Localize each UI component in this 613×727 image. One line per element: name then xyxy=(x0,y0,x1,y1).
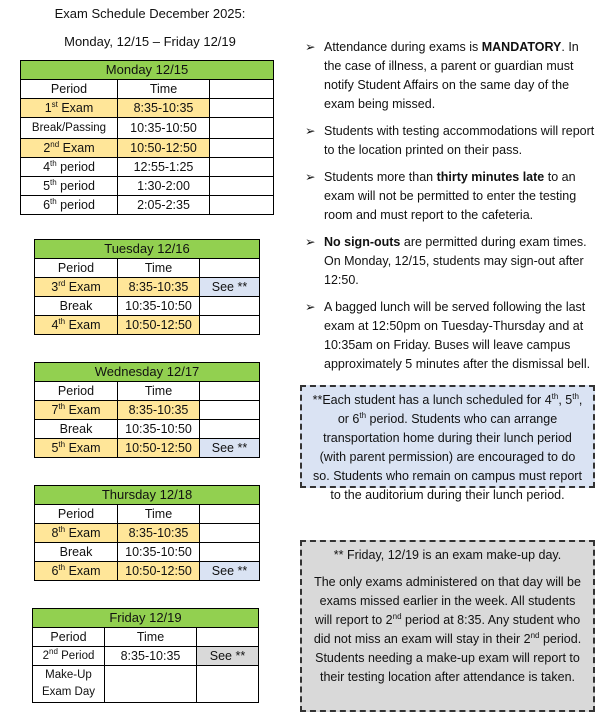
superscript: th xyxy=(359,410,367,420)
note-cell xyxy=(210,196,274,215)
time-cell xyxy=(105,666,197,703)
period-ordinal: st xyxy=(51,99,58,109)
time-cell: 2:05-2:35 xyxy=(118,196,210,215)
superscript: th xyxy=(572,391,579,401)
period-cell xyxy=(35,316,118,335)
column-header xyxy=(200,382,260,401)
note-cell xyxy=(200,297,260,316)
text: A bagged lunch will be served following the last exam at 12:50pm on Tuesday-Thursday and at 10:35am on Friday. Buses will leave campus approximately 5 minutes after the dismissal bell. xyxy=(324,300,591,371)
column-header xyxy=(200,505,260,524)
header-row xyxy=(35,486,260,505)
period-ordinal: th xyxy=(58,524,66,534)
time-cell: 10:50-12:50 xyxy=(118,439,200,458)
table-row xyxy=(35,420,260,439)
text: period. Students needing a make-up exam will report to their testing location after attendance is taken. xyxy=(315,632,582,684)
column-header: Time xyxy=(118,505,200,524)
bold-text: MANDATORY xyxy=(481,40,562,54)
period-label: period xyxy=(56,198,95,212)
table-row xyxy=(21,118,274,139)
period-number: Break/Passing xyxy=(31,121,107,134)
time-cell: 8:35-10:35 xyxy=(105,647,197,666)
day-header: Tuesday 12/16 xyxy=(35,240,260,259)
period-cell xyxy=(35,439,118,458)
period-number: 5 xyxy=(43,179,51,193)
text: Students more than xyxy=(324,170,437,184)
period-number: 2 xyxy=(43,141,51,155)
period-cell xyxy=(21,99,118,118)
period-cell xyxy=(21,139,118,158)
period-label: Exam xyxy=(65,441,101,455)
period-label: Exam xyxy=(65,403,101,417)
bold-text: No sign-outs xyxy=(324,235,401,249)
day-header: Friday 12/19 xyxy=(33,609,259,628)
period-cell xyxy=(35,543,118,562)
table-row xyxy=(21,177,274,196)
lunch-note-box xyxy=(300,385,595,502)
period-number: 8 xyxy=(51,526,59,540)
table-row xyxy=(35,401,260,420)
table-row xyxy=(21,196,274,215)
period-number: Break xyxy=(59,299,93,313)
period-cell xyxy=(35,524,118,543)
period-label: Exam xyxy=(59,141,95,155)
column-header: Period xyxy=(21,80,118,99)
text: , or 6 xyxy=(337,393,583,426)
schedule-title: Exam Schedule December 2025: xyxy=(54,6,246,21)
bold-text: thirty minutes late xyxy=(436,170,545,184)
period-ordinal: th xyxy=(58,401,66,411)
period-number: 4 xyxy=(43,160,51,174)
header-row xyxy=(21,61,274,80)
time-cell: 10:35-10:50 xyxy=(118,543,200,562)
period-label: period xyxy=(56,179,95,193)
note-cell xyxy=(200,543,260,562)
period-ordinal: th xyxy=(58,316,66,326)
day-header: Wednesday 12/17 xyxy=(35,363,260,382)
column-header-row xyxy=(33,628,259,647)
note-cell: See ** xyxy=(200,278,260,297)
column-header: Time xyxy=(118,382,200,401)
header-row xyxy=(33,609,259,628)
arrow-bullet-icon: ➢ xyxy=(305,124,316,138)
period-cell xyxy=(21,118,118,139)
period-number: 5 xyxy=(51,441,59,455)
note-cell xyxy=(200,524,260,543)
text: Students with testing accommodations will report to the location printed on their pass. xyxy=(324,124,595,157)
period-number: Break xyxy=(59,422,93,436)
period-label: Exam xyxy=(65,526,101,540)
period-label: Exam xyxy=(57,101,94,115)
text: The only exams administered on that day will be exams missed earlier in the week. All students will report to 2 xyxy=(314,575,581,627)
period-cell xyxy=(33,666,105,703)
column-header: Period xyxy=(35,259,118,278)
period-ordinal: nd xyxy=(49,647,58,657)
period-ordinal: th xyxy=(50,177,57,187)
wednesday-table xyxy=(34,362,260,458)
time-cell: 1:30-2:00 xyxy=(118,177,210,196)
rule-item xyxy=(305,168,595,225)
period-cell xyxy=(35,420,118,439)
arrow-bullet-icon: ➢ xyxy=(305,235,316,249)
table-row xyxy=(21,158,274,177)
time-cell: 8:35-10:35 xyxy=(118,524,200,543)
column-header-row xyxy=(35,505,260,524)
table-row xyxy=(21,99,274,118)
time-cell: 10:35-10:50 xyxy=(118,420,200,439)
note-cell xyxy=(210,139,274,158)
note-cell xyxy=(210,177,274,196)
table-row xyxy=(35,543,260,562)
superscript: nd xyxy=(392,611,402,621)
column-header: Period xyxy=(35,382,118,401)
time-cell: 8:35-10:35 xyxy=(118,99,210,118)
column-header: Time xyxy=(118,259,200,278)
text: Attendance during exams is xyxy=(324,40,482,54)
note-cell xyxy=(200,401,260,420)
rule-item xyxy=(305,38,595,114)
period-number: Make-Up Exam Day xyxy=(41,669,96,698)
rules-list xyxy=(305,38,595,382)
time-cell: 10:50-12:50 xyxy=(118,316,200,335)
table-row xyxy=(33,666,259,703)
column-header xyxy=(210,80,274,99)
note-cell: See ** xyxy=(200,562,260,581)
period-ordinal: th xyxy=(58,562,66,572)
table-row xyxy=(35,439,260,458)
note-cell: See ** xyxy=(197,647,259,666)
arrow-bullet-icon: ➢ xyxy=(305,170,316,184)
column-header: Time xyxy=(105,628,197,647)
time-cell: 10:50-12:50 xyxy=(118,139,210,158)
table-row xyxy=(35,316,260,335)
text: are permitted during exam times. On Monday, 12/15, students may sign-out after 12:50. xyxy=(324,235,587,287)
rule-item xyxy=(305,233,595,290)
day-header: Thursday 12/18 xyxy=(35,486,260,505)
time-cell: 12:55-1:25 xyxy=(118,158,210,177)
table-row xyxy=(35,278,260,297)
column-header xyxy=(197,628,259,647)
column-header: Period xyxy=(33,628,105,647)
period-label: period xyxy=(56,160,95,174)
period-cell xyxy=(35,297,118,316)
rule-item xyxy=(305,122,595,160)
superscript: th xyxy=(551,391,559,401)
text: period. Students who can arrange transportation home during their lunch period (with parent permission) are encouraged to do so. Students who remain on campus must report to the auditorium during their lunch period. xyxy=(313,412,582,502)
note-cell: See ** xyxy=(200,439,260,458)
period-ordinal: th xyxy=(50,196,57,206)
note-cell xyxy=(200,316,260,335)
column-header-row xyxy=(35,259,260,278)
column-header-row xyxy=(21,80,274,99)
period-cell xyxy=(35,562,118,581)
table-row xyxy=(35,562,260,581)
time-cell: 10:50-12:50 xyxy=(118,562,200,581)
period-number: 6 xyxy=(43,198,51,212)
text: **Each student has a lunch scheduled for 4 xyxy=(312,393,552,407)
day-header: Monday 12/15 xyxy=(21,61,274,80)
table-row xyxy=(35,524,260,543)
note-cell xyxy=(210,118,274,139)
schedule-date-range: Monday, 12/15 – Friday 12/19 xyxy=(64,34,236,49)
period-cell xyxy=(21,158,118,177)
period-ordinal: rd xyxy=(58,278,66,288)
arrow-bullet-icon: ➢ xyxy=(305,40,316,54)
note-cell xyxy=(197,666,259,703)
period-cell xyxy=(21,196,118,215)
rule-item xyxy=(305,298,595,374)
note-cell xyxy=(210,99,274,118)
arrow-bullet-icon: ➢ xyxy=(305,300,316,314)
period-number: 4 xyxy=(51,318,59,332)
superscript: nd xyxy=(530,630,540,640)
period-cell xyxy=(33,647,105,666)
period-number: Break xyxy=(59,545,93,559)
period-ordinal: th xyxy=(58,439,66,449)
period-cell xyxy=(35,278,118,297)
column-header: Time xyxy=(118,80,210,99)
note-cell xyxy=(200,420,260,439)
monday-table xyxy=(20,60,274,215)
table-row xyxy=(33,647,259,666)
period-cell xyxy=(35,401,118,420)
period-number: 1 xyxy=(44,101,52,115)
text: period at 8:35. Any student who did not miss an exam will stay in their 2 xyxy=(313,613,581,646)
header-row xyxy=(35,240,260,259)
period-number: 7 xyxy=(51,403,59,417)
text: . In the case of illness, a parent or guardian must notify Student Affairs on the same day of the exam being missed. xyxy=(324,40,579,111)
friday-note-body xyxy=(310,573,585,687)
period-label: Period xyxy=(57,650,95,662)
period-cell xyxy=(21,177,118,196)
thursday-table xyxy=(34,485,260,581)
header-row xyxy=(35,363,260,382)
period-number: 3 xyxy=(51,280,59,294)
period-label: Exam xyxy=(65,280,101,294)
time-cell: 8:35-10:35 xyxy=(118,278,200,297)
time-cell: 8:35-10:35 xyxy=(118,401,200,420)
column-header xyxy=(200,259,260,278)
table-row xyxy=(35,297,260,316)
note-cell xyxy=(210,158,274,177)
text: , 5 xyxy=(558,393,573,407)
text: to an exam will not be permitted to enter the testing room and must report to the cafeteria. xyxy=(324,170,577,222)
period-number: 2 xyxy=(42,650,50,662)
column-header: Period xyxy=(35,505,118,524)
friday-note-heading: ** Friday, 12/19 is an exam make-up day. xyxy=(333,548,562,562)
friday-table xyxy=(32,608,259,703)
period-ordinal: th xyxy=(50,158,57,168)
tuesday-table xyxy=(34,239,260,335)
time-cell: 10:35-10:50 xyxy=(118,118,210,139)
time-cell: 10:35-10:50 xyxy=(118,297,200,316)
period-label: Exam xyxy=(65,318,101,332)
period-ordinal: nd xyxy=(50,139,60,149)
friday-note-box xyxy=(300,540,595,712)
table-row xyxy=(21,139,274,158)
period-number: 6 xyxy=(51,564,59,578)
column-header-row xyxy=(35,382,260,401)
period-label: Exam xyxy=(65,564,101,578)
